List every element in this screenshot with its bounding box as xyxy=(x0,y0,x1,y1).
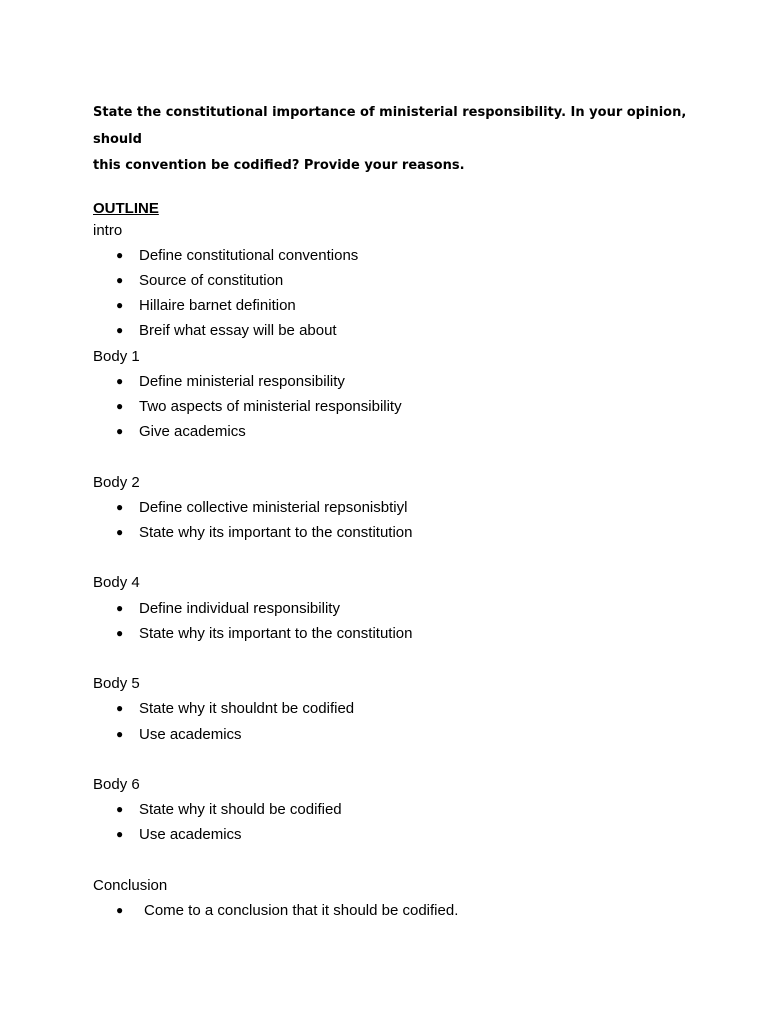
bullet-list xyxy=(93,696,713,746)
bullet-icon: ● xyxy=(116,600,124,615)
bullet-icon: ● xyxy=(116,726,124,741)
list-item xyxy=(93,722,713,747)
bullet-icon: ● xyxy=(116,424,124,439)
blank-line xyxy=(93,545,713,570)
list-item-text: Come to a conclusion that it should be codified. xyxy=(144,901,459,919)
bullet-icon: ● xyxy=(116,499,124,514)
bullet-icon: ● xyxy=(116,701,124,716)
list-item xyxy=(93,369,713,394)
bullet-icon: ● xyxy=(116,625,124,640)
list-item-text: Two aspects of ministerial responsibility xyxy=(139,397,402,415)
blank-line xyxy=(93,444,713,469)
bullet-icon: ● xyxy=(116,298,124,313)
section-body-5 xyxy=(93,671,713,747)
list-item xyxy=(93,268,713,293)
section-heading: Body 5 xyxy=(93,675,140,693)
list-item-text: State why its important to the constitution xyxy=(139,523,413,541)
section-conclusion xyxy=(93,873,713,923)
list-item-text: Breif what essay will be about xyxy=(139,322,337,340)
essay-question xyxy=(93,100,713,180)
bullet-list xyxy=(93,797,713,847)
essay-question-line-1: State the constitutional importance of ministerial responsibility. In your opinion, should xyxy=(93,105,687,147)
list-item-text: State why it should be codified xyxy=(139,801,342,819)
list-item xyxy=(93,394,713,419)
list-item xyxy=(93,419,713,444)
bullet-list xyxy=(93,596,713,646)
bullet-icon: ● xyxy=(116,323,124,338)
bullet-icon: ● xyxy=(116,398,124,413)
essay-question-line-2: this convention be codified? Provide your reasons. xyxy=(93,158,465,173)
section-body-2 xyxy=(93,470,713,546)
section-heading: intro xyxy=(93,221,123,239)
section-heading: Body 6 xyxy=(93,775,140,793)
list-item xyxy=(93,596,713,621)
bullet-icon: ● xyxy=(116,272,124,287)
bullet-list xyxy=(93,369,713,445)
list-item-text: Define constitutional conventions xyxy=(139,246,359,264)
list-item-text: Define collective ministerial repsonisbtiyl xyxy=(139,498,408,516)
list-item-text: State why its important to the constitution xyxy=(139,624,413,642)
section-intro xyxy=(93,218,713,344)
section-heading: Body 2 xyxy=(93,473,140,491)
list-item-text: State why it shouldnt be codified xyxy=(139,700,355,718)
bullet-list xyxy=(93,898,713,923)
blank-line xyxy=(93,747,713,772)
bullet-icon: ● xyxy=(116,373,124,388)
list-item xyxy=(93,822,713,847)
section-heading: Conclusion xyxy=(93,876,168,894)
document-page xyxy=(93,100,713,923)
list-item xyxy=(93,621,713,646)
list-item xyxy=(93,696,713,721)
list-item xyxy=(93,243,713,268)
bullet-icon: ● xyxy=(116,827,124,842)
bullet-icon: ● xyxy=(116,247,124,262)
list-item-text: Use academics xyxy=(139,725,242,743)
list-item xyxy=(93,520,713,545)
bullet-icon: ● xyxy=(116,902,124,917)
list-item xyxy=(93,293,713,318)
list-item-text: Source of constitution xyxy=(139,271,284,289)
list-item-text: Define individual responsibility xyxy=(139,599,340,617)
section-body-4 xyxy=(93,570,713,646)
list-item xyxy=(93,898,713,923)
list-item-text: Define ministerial responsibility xyxy=(139,372,345,390)
blank-line xyxy=(93,848,713,873)
list-item-text: Use academics xyxy=(139,826,242,844)
bullet-icon: ● xyxy=(116,524,124,539)
list-item-text: Give academics xyxy=(139,423,246,441)
section-heading: Body 4 xyxy=(93,574,140,592)
outline-title: OUTLINE xyxy=(93,199,159,217)
list-item xyxy=(93,797,713,822)
list-item-text: Hillaire barnet definition xyxy=(139,297,296,315)
section-body-1 xyxy=(93,344,713,445)
blank-line xyxy=(93,646,713,671)
section-body-6 xyxy=(93,772,713,848)
section-heading: Body 1 xyxy=(93,347,140,365)
bullet-list xyxy=(93,495,713,545)
list-item xyxy=(93,318,713,343)
bullet-icon: ● xyxy=(116,802,124,817)
list-item xyxy=(93,495,713,520)
bullet-list xyxy=(93,243,713,344)
